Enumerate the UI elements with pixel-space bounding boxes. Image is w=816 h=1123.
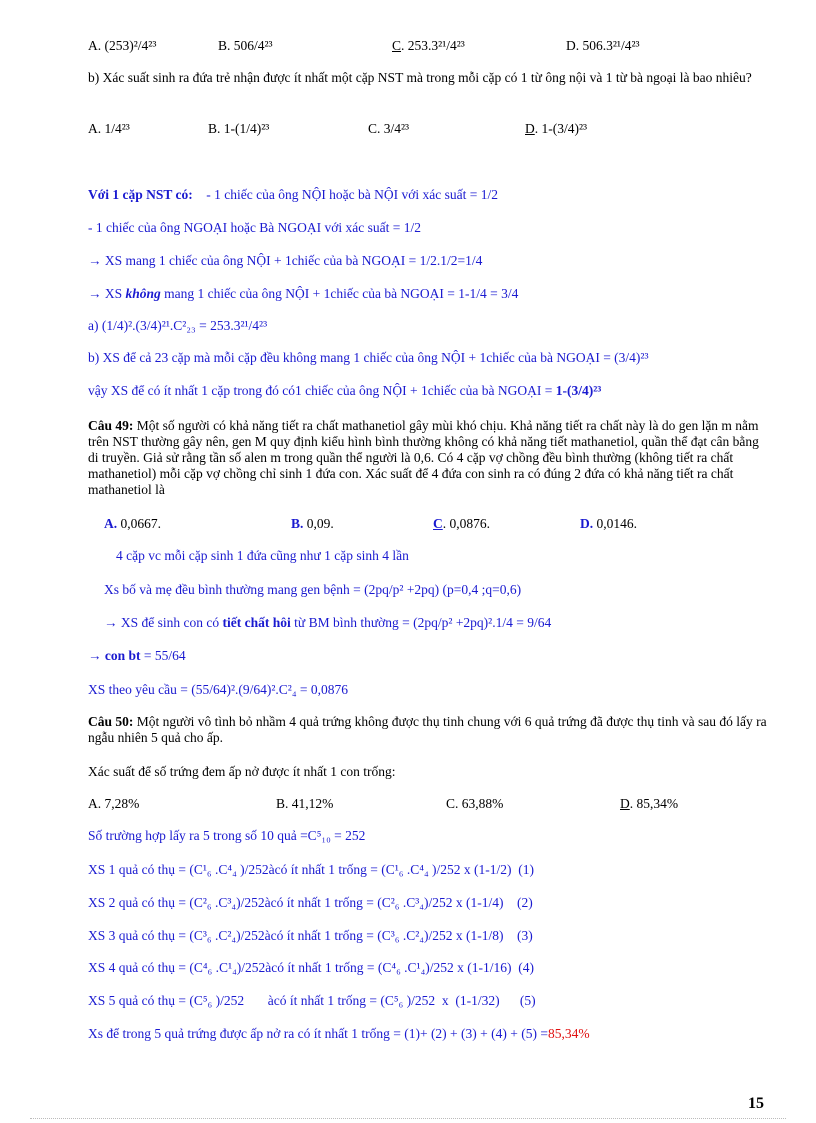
final-answer: 85,34%	[547, 1026, 590, 1041]
option-text: 0,0146.	[593, 516, 637, 531]
q49-option-c	[433, 516, 490, 532]
sol48-line-7	[88, 383, 601, 399]
sol-text: Xs để trong 5 quả trứng được ấp nở ra có ít nhất 1 trống = (1)+ (2) + (3) + (4) + (5) =	[88, 1026, 548, 1041]
sol-text: = 55/64	[140, 648, 186, 663]
q48a-option-d: D. 506.3²¹/4²³	[566, 38, 640, 53]
sol50-line-4: XS 4 quả có thụ = (C⁴₆ .C¹₄)/252àcó ít nhất 1 trống = (C⁴₆ .C¹₄)/252 x (1-1/16) (4)	[88, 960, 535, 975]
option-letter: D.	[580, 516, 594, 531]
sol-emphasis: không	[125, 286, 161, 301]
q48a-option-a: A. (253)²/4²³	[88, 38, 157, 53]
option-text: . 0,0876.	[442, 516, 490, 531]
sol48-line-6: b) XS để cả 23 cặp mà mỗi cặp đều không mang 1 chiếc của ông NỘI + 1chiếc của bà NGOẠI = (3/4)²³	[88, 350, 649, 365]
answer-letter: D	[620, 796, 630, 811]
sol49-line-5: XS theo yêu cầu = (55/64)².(9/64)².C²₄ = 0,0876	[88, 682, 349, 697]
footer-divider	[30, 1118, 786, 1119]
sol48-line-1	[88, 187, 498, 203]
option-letter: B.	[291, 516, 304, 531]
sol48-line-2: - 1 chiếc của ông NGOẠI hoặc Bà NGOẠI với xác suất = 1/2	[88, 220, 422, 235]
sol50-line-2: XS 2 quả có thụ = (C²₆ .C³₄)/252àcó ít nhất 1 trống = (C²₆ .C³₄)/252 x (1-1/4) (2)	[88, 895, 533, 910]
q49-option-d	[580, 516, 637, 532]
sol49-line-4	[88, 648, 186, 664]
q48-part-b: b) Xác suất sinh ra đứa trẻ nhận được ít nhất một cặp NST mà trong mỗi cặp có 1 từ ông nội và 1 từ bà ngoại là bao nhiêu?	[88, 70, 752, 85]
q50-text	[88, 714, 768, 746]
sol-heading: Với 1 cặp NST có:	[88, 187, 193, 202]
sol49-line-1: 4 cặp vc mỗi cặp sinh 1 đứa cũng như 1 cặp sinh 4 lần	[116, 548, 409, 563]
q49-option-b	[291, 516, 334, 532]
sol-text: →	[88, 648, 105, 663]
option-letter: A.	[104, 516, 118, 531]
answer-letter: D	[525, 121, 535, 136]
q49-option-a	[104, 516, 161, 532]
sol-text: vậy XS để có ít nhất 1 cặp trong đó có1 chiếc của ông NỘI + 1chiếc của bà NGOẠI =	[88, 383, 556, 398]
sol-text: từ BM bình thường = (2pq/p² +2pq)².1/4 = 9/64	[290, 615, 552, 630]
sol49-line-2: Xs bố và mẹ đều bình thường mang gen bệnh = (2pq/p² +2pq) (p=0,4 ;q=0,6)	[104, 582, 522, 597]
option-text: . 85,34%	[629, 796, 679, 811]
q50-option-d	[620, 796, 678, 812]
sol50-line-6	[88, 1026, 590, 1042]
answer-letter: C	[392, 38, 402, 53]
q48b-option-c: C. 3/4²³	[368, 121, 410, 136]
sol48-line-5: a) (1/4)².(3/4)²¹.C²₂₃ = 253.3²¹/4²³	[88, 318, 268, 333]
page-number: 15	[748, 1095, 764, 1112]
q48b-option-d	[525, 121, 587, 137]
sol-text: - 1 chiếc của ông NỘI hoặc bà NỘI với xác suất = 1/2	[206, 187, 499, 202]
q50-option-a: A. 7,28%	[88, 796, 140, 811]
sol50-line-1: XS 1 quả có thụ = (C¹₆ .C⁴₄ )/252àcó ít nhất 1 trống = (C¹₆ .C⁴₄ )/252 x (1-1/2) (1)	[88, 862, 535, 877]
question-label: Câu 49:	[88, 418, 134, 433]
option-text: . 253.3²¹/4²³	[401, 38, 465, 53]
question-body: Một số người có khả năng tiết ra chất mathanetiol gây mùi khó chịu. Khả năng tiết ra chất này là do gen lặn m nằm trên NST thường gây nên, gen M quy định kiểu hình bình thường không có khả năng tiết mathanetiol, quần thể đạt cân bằng di truyền. Giả sử rằng tần số alen m trong quần thể người là 0,6. Có 4 cặp vợ chồng đều bình thường (không tiết ra chất mathanetiol) mỗi cặp vợ chồng chỉ sinh 1 đứa con. Xác suất để 4 đứa con sinh ra có đúng 2 đứa có khả năng tiết ra chất mathanetiol là	[88, 418, 759, 497]
sol49-line-3	[104, 615, 551, 631]
q48a-option-c	[392, 38, 465, 54]
q50-option-c: C. 63,88%	[446, 796, 504, 811]
q48a-option-b: B. 506/4²³	[218, 38, 273, 53]
q48b-option-b: B. 1-(1/4)²³	[208, 121, 270, 136]
q50-option-b: B. 41,12%	[276, 796, 334, 811]
sol-text: → XS	[88, 286, 126, 301]
sol50-line-3: XS 3 quả có thụ = (C³₆ .C²₄)/252àcó ít nhất 1 trống = (C³₆ .C²₄)/252 x (1-1/8) (3)	[88, 928, 533, 943]
sol48-line-4	[88, 286, 518, 302]
q48b-option-a: A. 1/4²³	[88, 121, 130, 136]
sol-text: → XS để sinh con có	[104, 615, 223, 630]
question-body: Một người vô tình bỏ nhầm 4 quả trứng không được thụ tinh chung với 6 quả trứng đã được thụ tinh và sau đó lấy ra ngẫu nhiên 5 quả cho ấp.	[88, 714, 767, 745]
sol-emphasis: tiết chất hôi	[222, 615, 291, 630]
sol48-line-3: → XS mang 1 chiếc của ông NỘI + 1chiếc của bà NGOẠI = 1/2.1/2=1/4	[88, 253, 483, 268]
q50-question: Xác suất để số trứng đem ấp nở được ít nhất 1 con trống:	[88, 764, 396, 779]
q49-text	[88, 418, 768, 498]
sol50-line-0: Số trường hợp lấy ra 5 trong số 10 quả =C⁵₁₀ = 252	[88, 828, 366, 843]
sol50-line-5: XS 5 quả có thụ = (C⁵₆ )/252 àcó ít nhất 1 trống = (C⁵₆ )/252 x (1-1/32) (5)	[88, 993, 536, 1008]
sol-result: 1-(3/4)²³	[555, 383, 602, 398]
sol-text: mang 1 chiếc của ông NỘI + 1chiếc của bà NGOẠI = 1-1/4 = 3/4	[160, 286, 519, 301]
option-text: . 1-(3/4)²³	[534, 121, 588, 136]
option-letter: C	[433, 516, 443, 531]
option-text: 0,0667.	[117, 516, 161, 531]
option-text: 0,09.	[303, 516, 334, 531]
question-label: Câu 50:	[88, 714, 134, 729]
sol-emphasis: con bt	[104, 648, 141, 663]
